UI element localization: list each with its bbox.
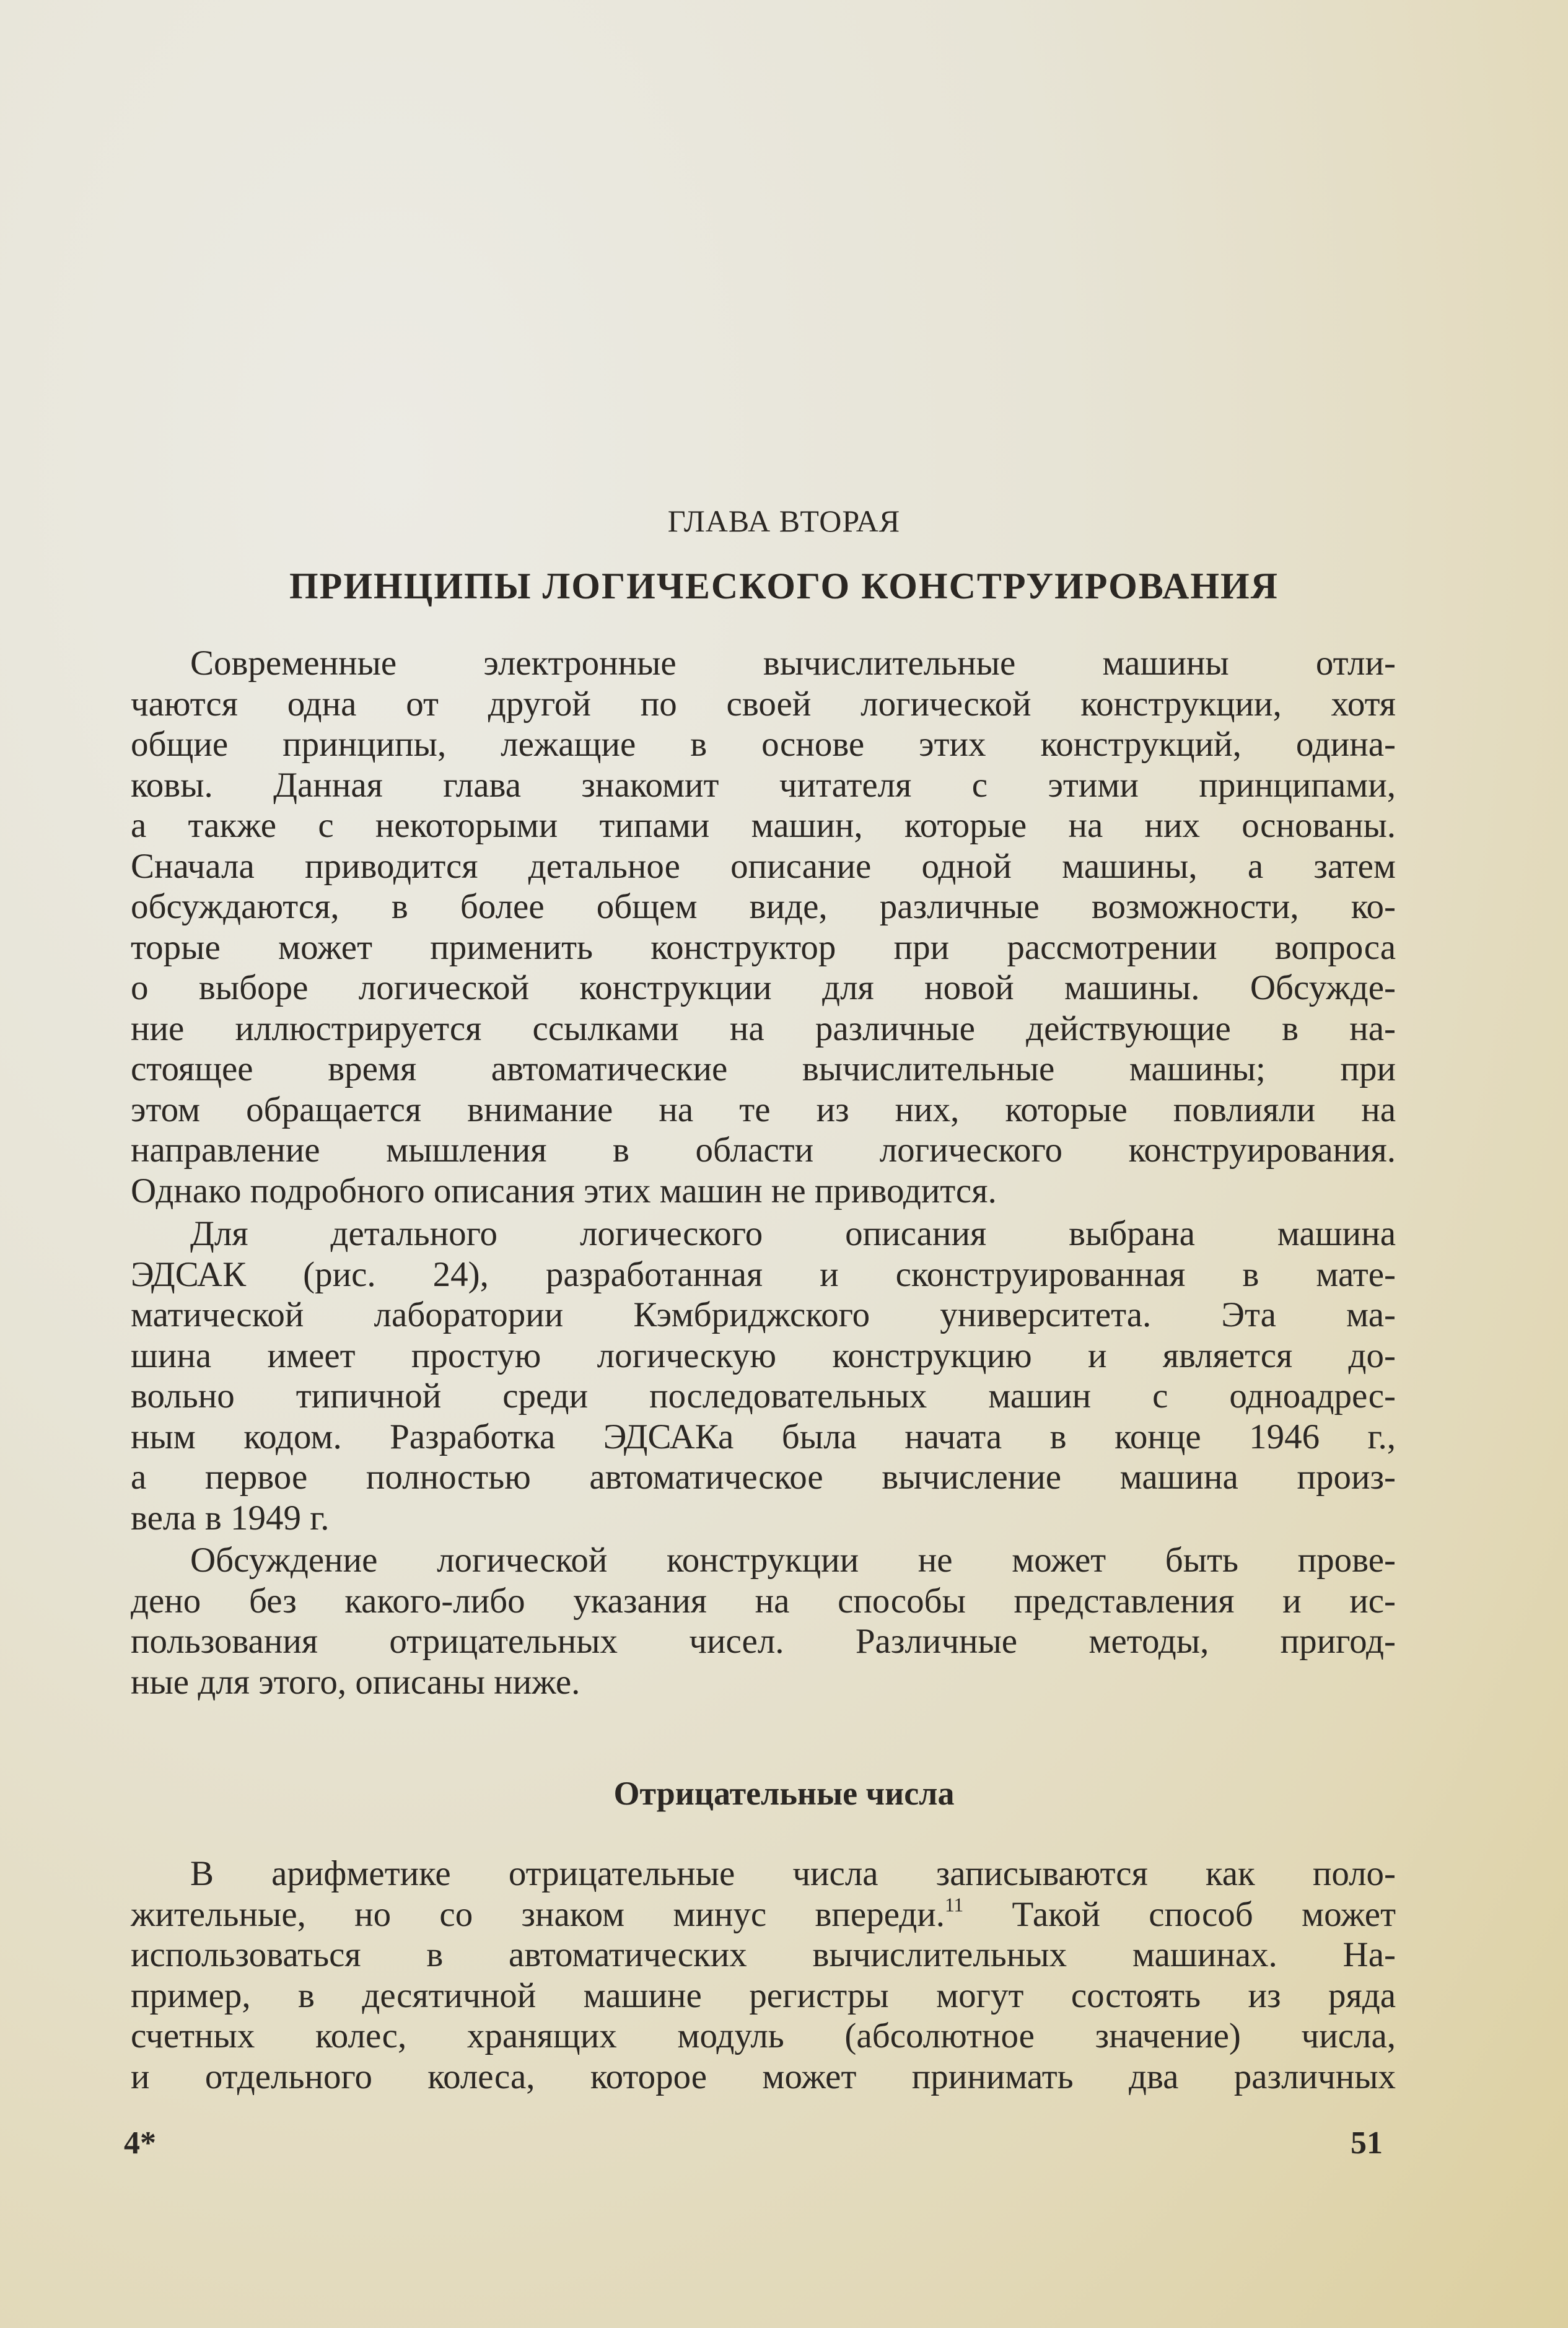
paragraph-negative-numbers: [131, 1853, 1396, 2097]
text-line: Обсуждение логической конструкции не может быть прове-: [190, 1541, 1396, 1580]
text-line: ные для этого, описаны ниже.: [131, 1662, 580, 1702]
text-line: шина имеет простую логическую конструкцию и является до-: [131, 1336, 1396, 1375]
text-fragment: жительные, но со знаком минус впереди.: [131, 1894, 945, 1934]
paragraph-edsac: [131, 1214, 1396, 1538]
text-line: В арифметике отрицательные числа записываются как поло-: [190, 1854, 1396, 1893]
text-line: [131, 1894, 1396, 1935]
text-line: Для детального логического описания выбрана машина: [190, 1214, 1396, 1253]
text-line: Однако подробного описания этих машин не приводится.: [131, 1171, 997, 1210]
text-line: и отдельного колеса, которое может принимать два различных: [131, 2057, 1396, 2096]
text-fragment: Такой способ может: [963, 1894, 1396, 1934]
text-line: а первое полностью автоматическое вычисление машина произ-: [131, 1458, 1396, 1497]
text-line: а также с некоторыми типами машин, которые на них основаны.: [131, 806, 1396, 845]
text-line: этом обращается внимание на те из них, которые повлияли на: [131, 1090, 1396, 1129]
text-line: матической лаборатории Кэмбриджского университета. Эта ма-: [131, 1295, 1396, 1334]
page-number: 51: [1351, 2125, 1383, 2161]
text-line: направление мышления в области логического конструирования.: [131, 1131, 1396, 1170]
signature-mark: 4*: [124, 2125, 156, 2161]
chapter-label: ГЛАВА ВТОРАЯ: [667, 504, 901, 538]
text-line: пользования отрицательных чисел. Различные методы, пригод-: [131, 1622, 1396, 1661]
paragraph-negative-numbers-intro: [131, 1540, 1396, 1702]
text-line: счетных колес, хранящих модуль (абсолютное значение) числа,: [131, 2016, 1396, 2055]
chapter-title: ПРИНЦИПЫ ЛОГИЧЕСКОГО КОНСТРУИРОВАНИЯ: [289, 566, 1279, 606]
text-line: ЭДСАК (рис. 24), разработанная и сконструированная в мате-: [131, 1254, 1396, 1294]
text-line: дено без какого-либо указания на способы представления и ис-: [131, 1581, 1396, 1621]
text-line: ние иллюстрируется ссылками на различные действующие в на-: [131, 1009, 1396, 1048]
text-line: использоваться в автоматических вычислительных машинах. На-: [131, 1935, 1396, 1974]
text-line: пример, в десятичной машине регистры могут состоять из ряда: [131, 1976, 1396, 2015]
section-title: Отрицательные числа: [613, 1775, 955, 1812]
footnote-ref[interactable]: 11: [945, 1894, 964, 1915]
text-line: общие принципы, лежащие в основе этих конструкций, одина-: [131, 725, 1396, 764]
text-line: чаются одна от другой по своей логической конструкции, хотя: [131, 684, 1396, 724]
text-line: вела в 1949 г.: [131, 1498, 330, 1538]
text-line: о выборе логической конструкции для новой машины. Обсужде-: [131, 968, 1396, 1007]
text-line: вольно типичной среди последовательных машин с одноадрес-: [131, 1376, 1396, 1416]
text-line: ным кодом. Разработка ЭДСАКа была начата в конце 1946 г.,: [131, 1417, 1396, 1456]
paragraph-intro: [131, 643, 1396, 1211]
text-line: Сначала приводится детальное описание одной машины, а затем: [131, 846, 1396, 886]
text-line: ковы. Данная глава знакомит читателя с этими принципами,: [131, 765, 1396, 805]
text-line: обсуждаются, в более общем виде, различные возможности, ко-: [131, 887, 1396, 926]
text-line: стоящее время автоматические вычислительные машины; при: [131, 1049, 1396, 1088]
text-line: торые может применить конструктор при рассмотрении вопроса: [131, 927, 1396, 967]
text-line: Современные электронные вычислительные машины отли-: [190, 644, 1396, 683]
